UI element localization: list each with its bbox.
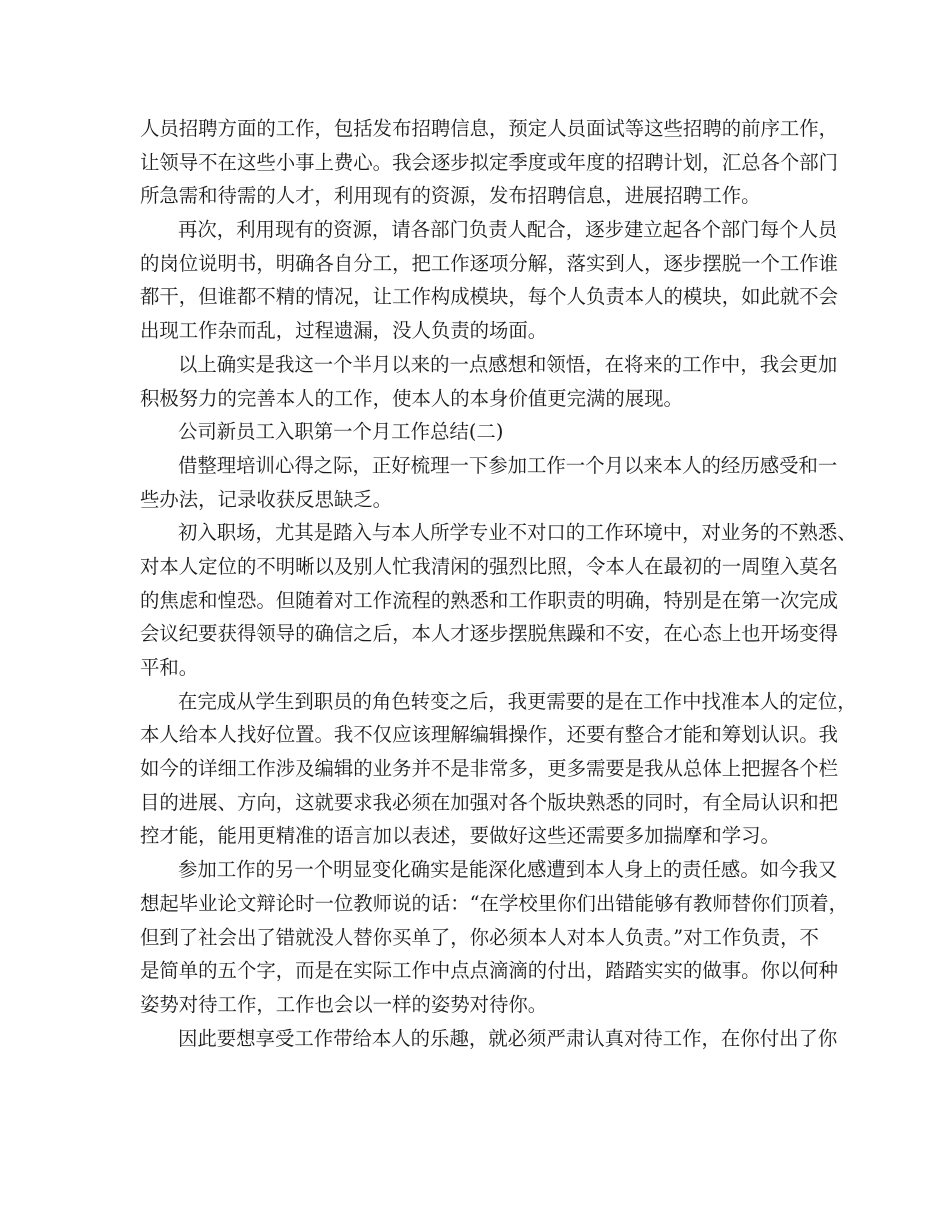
text-line: 些办法，记录收获反思缺乏。 — [140, 487, 393, 511]
text-line: 但到了社会出了错就没人替你买单了，你必须本人对本人负责。”对工作负责，不 — [140, 925, 819, 949]
text-line: 借整理培训心得之际，正好梳理一下参加工作一个月以来本人的经历感受和一 — [178, 453, 838, 477]
text-line: 初入职场，尤其是踏入与本人所学专业不对口的工作环境中，对业务的不熟悉、 — [178, 521, 857, 545]
text-line: 想起毕业论文辩论时一位教师说的话：“在学校里你们出错能够有教师替你们顶着， — [140, 891, 848, 915]
text-line: 控才能，能用更精准的语言加以表述，要做好这些还需要多加揣摩和学习。 — [140, 824, 780, 848]
document-body — [140, 112, 857, 1055]
text-line: 都干，但谁都不精的情况，让工作构成模块，每个人负责本人的模块，如此就不会 — [140, 285, 839, 309]
section-heading: 公司新员工入职第一个月工作总结(二) — [178, 420, 504, 444]
text-line: 再次，利用现有的资源，请各部门负责人配合，逐步建立起各个部门每个人员 — [178, 218, 838, 242]
text-line: 在完成从学生到职员的角色转变之后，我更需要的是在工作中找准本人的定位， — [178, 689, 857, 713]
text-line: 会议纪要获得领导的确信之后，本人才逐步摆脱焦躁和不安，在心态上也开场变得 — [140, 622, 839, 646]
text-line: 的岗位说明书，明确各自分工，把工作逐项分解，落实到人，逐步摆脱一个工作谁 — [140, 251, 839, 275]
text-line: 平和。 — [140, 656, 199, 679]
text-line: 参加工作的另一个明显变化确实是能深化感遭到本人身上的责任感。如今我又 — [178, 858, 838, 882]
text-line: 出现工作杂而乱，过程遗漏，没人负责的场面。 — [140, 319, 548, 343]
text-line: 以上确实是我这一个半月以来的一点感想和领悟，在将来的工作中，我会更加 — [178, 352, 838, 376]
text-line: 因此要想享受工作带给本人的乐趣，就必须严肃认真对待工作，在你付出了你 — [178, 1026, 838, 1050]
text-line: 让领导不在这些小事上费心。我会逐步拟定季度或年度的招聘计划，汇总各个部门 — [140, 150, 839, 174]
text-line: 人员招聘方面的工作，包括发布招聘信息，预定人员面试等这些招聘的前序工作， — [140, 117, 839, 140]
text-line: 姿势对待工作，工作也会以一样的姿势对待你。 — [140, 992, 548, 1016]
text-line: 对本人定位的不明晰以及别人忙我清闲的强烈比照，令本人在最初的一周堕入莫名 — [140, 554, 839, 578]
text-line: 积极努力的完善本人的工作，使本人的本身价值更完满的展现。 — [140, 386, 683, 410]
text-line: 如今的详细工作涉及编辑的业务并不是非常多，更多需要是我从总体上把握各个栏 — [140, 757, 839, 781]
text-line: 的焦虑和惶恐。但随着对工作流程的熟悉和工作职责的明确，特别是在第一次完成 — [140, 588, 839, 612]
text-line: 目的进展、方向，这就要求我必须在加强对各个版块熟悉的同时，有全局认识和把 — [140, 790, 839, 814]
text-line: 所急需和待需的人才，利用现有的资源，发布招聘信息，进展招聘工作。 — [140, 184, 761, 208]
text-line: 本人给本人找好位置。我不仅应该理解编辑操作，还要有整合才能和筹划认识。我 — [140, 723, 839, 747]
text-line: 是简单的五个字，而是在实际工作中点点滴滴的付出，踏踏实实的做事。你以何种 — [140, 959, 839, 983]
